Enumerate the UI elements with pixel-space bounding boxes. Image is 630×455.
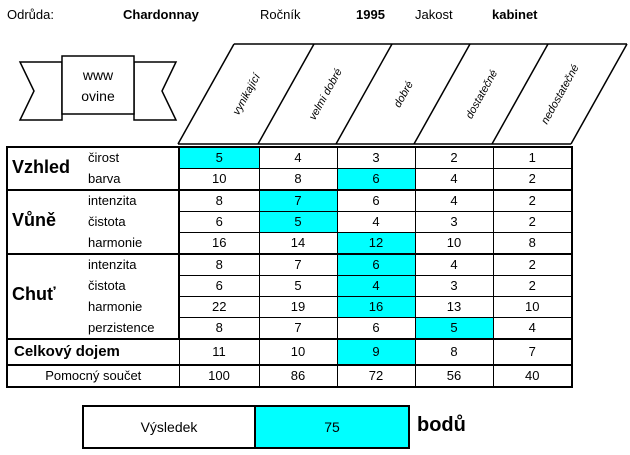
auxiliary-sum-row-value: 100 <box>179 365 259 387</box>
logo-line-2: ovine <box>81 88 115 104</box>
criterion-label: čirost <box>88 150 120 165</box>
column-header-area <box>0 0 630 146</box>
column-header-5: nedostatečné <box>539 62 582 127</box>
score-cell: 8 <box>259 169 337 191</box>
score-cell: 2 <box>493 254 572 276</box>
score-cell: 2 <box>415 147 493 169</box>
score-cell: 3 <box>415 212 493 233</box>
column-header-2: velmi dobré <box>306 66 345 123</box>
score-cell: 4 <box>493 318 572 340</box>
score-cell: 5 <box>259 212 337 233</box>
score-cell: 8 <box>493 233 572 255</box>
score-cell: 19 <box>259 297 337 318</box>
score-cell: 10 <box>415 233 493 255</box>
auxiliary-sum-row <box>7 365 572 387</box>
score-cell: 6 <box>337 318 415 340</box>
score-cell: 13 <box>415 297 493 318</box>
score-cell: 10 <box>493 297 572 318</box>
score-cell: 16 <box>179 233 259 255</box>
table-row <box>7 169 572 191</box>
column-header-1: vynikající <box>230 71 264 118</box>
score-cell: 8 <box>179 254 259 276</box>
category-appearance: Vzhled <box>12 157 71 177</box>
score-cell: 6 <box>337 254 415 276</box>
score-cell: 3 <box>415 276 493 297</box>
auxiliary-sum-row-value: 72 <box>337 365 415 387</box>
table-row <box>7 212 572 233</box>
overall-impression-row-value: 7 <box>493 339 572 365</box>
header-divider <box>258 44 314 144</box>
score-cell: 4 <box>337 212 415 233</box>
category-taste: Chuť <box>12 284 56 304</box>
variety-label: Odrůda: <box>7 7 54 22</box>
table-row <box>7 297 572 318</box>
result-label: Výsledek <box>84 407 256 447</box>
score-cell: 4 <box>415 254 493 276</box>
table-row <box>7 147 572 169</box>
score-cell: 5 <box>415 318 493 340</box>
header-divider <box>492 44 548 144</box>
score-cell: 7 <box>259 254 337 276</box>
quality-value: kabinet <box>492 7 538 22</box>
overall-impression-row-value: 8 <box>415 339 493 365</box>
score-cell: 16 <box>337 297 415 318</box>
score-cell: 2 <box>493 190 572 212</box>
overall-impression-row-value: 10 <box>259 339 337 365</box>
result-unit: bodů <box>417 414 466 436</box>
column-header-4: dostatečné <box>463 68 501 121</box>
score-cell: 10 <box>179 169 259 191</box>
overall-impression-row-value: 11 <box>179 339 259 365</box>
criterion-label: čistota <box>88 214 126 229</box>
score-cell: 4 <box>259 147 337 169</box>
quality-label: Jakost <box>415 7 453 22</box>
logo-banner <box>20 56 176 120</box>
result-box <box>82 405 410 449</box>
score-cell: 2 <box>493 276 572 297</box>
score-cell: 2 <box>493 169 572 191</box>
year-label: Ročník <box>260 7 301 22</box>
criterion-label: harmonie <box>88 235 143 250</box>
table-row <box>7 318 572 340</box>
overall-impression-row-value: 9 <box>337 339 415 365</box>
criterion-label: čistota <box>88 278 126 293</box>
table-row <box>7 233 572 255</box>
score-cell: 2 <box>493 212 572 233</box>
score-cell: 8 <box>179 318 259 340</box>
score-cell: 22 <box>179 297 259 318</box>
auxiliary-sum-row-label: Pomocný součet <box>7 365 179 387</box>
variety-value: Chardonnay <box>123 7 199 22</box>
result-value: 75 <box>256 407 408 447</box>
score-table <box>6 146 573 388</box>
criterion-label: harmonie <box>88 299 143 314</box>
score-cell: 6 <box>337 190 415 212</box>
score-cell: 14 <box>259 233 337 255</box>
table-row <box>7 276 572 297</box>
score-cell: 12 <box>337 233 415 255</box>
score-cell: 6 <box>179 212 259 233</box>
overall-impression-row <box>7 339 572 365</box>
auxiliary-sum-row-value: 86 <box>259 365 337 387</box>
table-row <box>7 254 572 276</box>
score-cell: 5 <box>259 276 337 297</box>
table-row <box>7 190 572 212</box>
score-cell: 7 <box>259 318 337 340</box>
header-divider <box>571 44 627 144</box>
score-cell: 1 <box>493 147 572 169</box>
auxiliary-sum-row-value: 40 <box>493 365 572 387</box>
header-divider <box>414 44 470 144</box>
logo-line-1: www <box>82 67 114 83</box>
score-cell: 3 <box>337 147 415 169</box>
criterion-label: intenzita <box>88 257 137 272</box>
criterion-label: intenzita <box>88 193 137 208</box>
header-divider <box>336 44 392 144</box>
header-divider <box>178 44 234 144</box>
score-cell: 7 <box>259 190 337 212</box>
score-cell: 5 <box>179 147 259 169</box>
score-cell: 4 <box>337 276 415 297</box>
year-value: 1995 <box>356 7 385 22</box>
score-cell: 4 <box>415 190 493 212</box>
category-aroma: Vůně <box>12 210 57 230</box>
criterion-label: perzistence <box>88 320 155 335</box>
column-header-3: dobré <box>391 79 416 110</box>
column-header-grid <box>178 44 627 144</box>
score-cell: 6 <box>337 169 415 191</box>
criterion-label: barva <box>88 171 121 186</box>
score-cell: 8 <box>179 190 259 212</box>
score-cell: 4 <box>415 169 493 191</box>
score-cell: 6 <box>179 276 259 297</box>
auxiliary-sum-row-value: 56 <box>415 365 493 387</box>
overall-impression-row-label: Celkový dojem <box>7 339 179 365</box>
